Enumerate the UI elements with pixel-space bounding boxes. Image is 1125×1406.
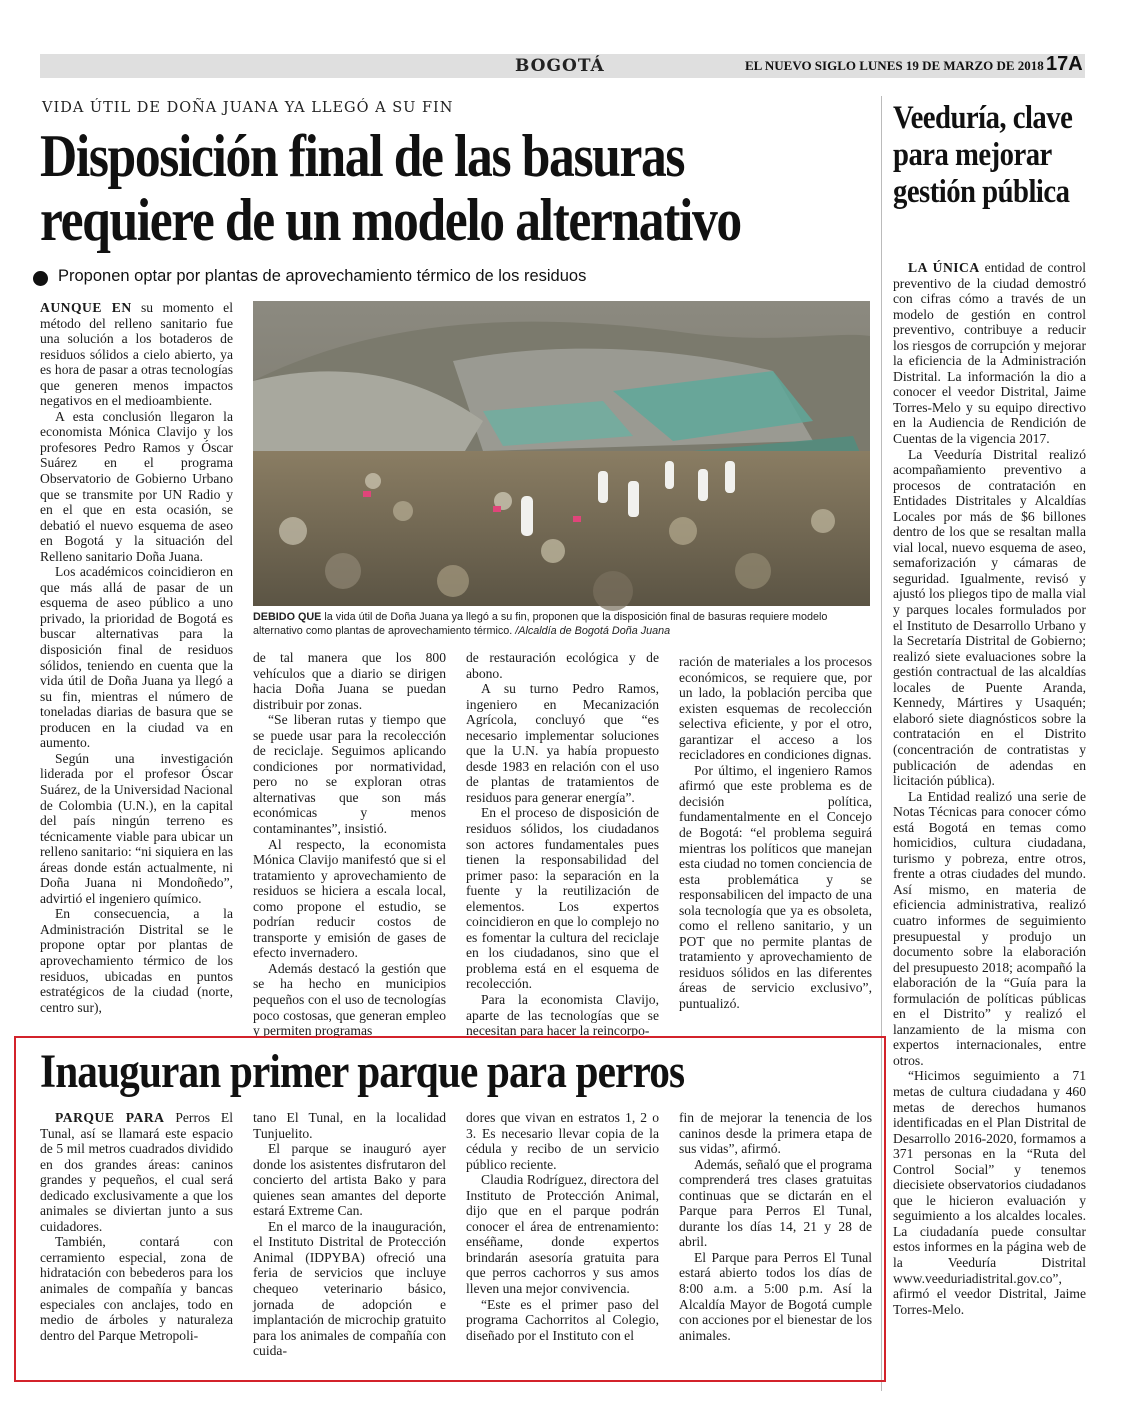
paragraph: Por último, el ingeniero Ramos afirmó que este problema es de decisión política, fundamentalmente en el Concejo de Bogotá: “el problema seguirá mientras los políticos que manejan esta ciudad no tomen conciencia de esta problemática y se responsabilicen del impacto de una sola tecnología que ya es obsoleta, como el relleno sanitario, y un POT que no permite plantas de tratamiento y aprovechamiento de residuos sólidos en las diferentes áreas de servicio exclusivo”, puntualizó. [679, 762, 872, 1012]
paragraph: En el proceso de disposición de residuos sólidos, los ciudadanos son actores fundamentales pues tienen la responsabilidad del primer paso: la separación en la fuente y la reutilización de elementos. Los expertos coincidieron en que lo complejo no es fomentar la cultura del reciclaje en los ciudadanos, sino que el problema está en el esquema de recolección. [466, 805, 659, 992]
article-column-3 [466, 650, 659, 1039]
article-kicker: VIDA ÚTIL DE DOÑA JUANA YA LLEGÓ A SU FIN [42, 100, 454, 116]
paragraph: También, contará con cerramiento especial, zona de hidratación con bebederos para los animales de compañía y bancas especiales con anclajes, todo en medio de árboles y naturaleza dentro del Parque Metropoli- [40, 1234, 233, 1343]
paragraph: “Hicimos seguimiento a 71 metas de cultura ciudadana y 460 metas de derechos humanos identificadas en el Plan Distrital de Desarrollo 2016-2020, formamos a 371 personas en la “Ruta del Control Social” y tenemos diecisiete observatorios ciudadanos que le hicieron evaluación y seguimiento a los alcaldes locales. La ciudadanía puede consultar estos informes en la página web de la Veeduría Distrital www.veeduriadistrital.gov.co”, afirmó el veedor Distrital, Jaime Torres-Melo. [893, 1068, 1086, 1317]
article-headline [40, 124, 883, 252]
paragraph: LA ÚNICA entidad de control preventivo de la ciudad demostró con cifras cómo a través de un modelo de gestión en control preventivo, contribuye a reducir los riesgos de corrupción y mejorar la eficiencia de la Administración Distrital. La información la dio a conocer el veedor Distrital, Jaime Torres-Melo y su equipo directivo en la Audiencia de Rendición de Cuentas de la vigencia 2017. [893, 260, 1086, 447]
section-name: BOGOTÁ [515, 56, 605, 76]
paragraph: Según una investigación liderada por el profesor Óscar Suárez, de la Universidad Nacional de Colombia (U.N.), en la capital del país ningún terreno es técnicamente viable para ubicar un relleno sanitario: “ni siquiera en las áreas donde están actualmente, ni Doña Juana ni Mondoñedo”, advirtió el ingeniero químico. [40, 750, 233, 906]
paragraph: Además destacó la gestión que se ha hecho en municipios pequeños con el uso de tecnologías poco costosas, que generan empleo y permiten programas [253, 960, 446, 1039]
paper-date-line: EL NUEVO SIGLO LUNES 19 DE MARZO DE 2018 [745, 58, 1044, 73]
dog-park-headline: Inauguran primer parque para perros [40, 1045, 685, 1098]
paragraph: La Entidad realizó una serie de Notas Técnicas para conocer cómo está Bogotá en temas como homicidios, cultura ciudadana, turismo y pobreza, entre otros, frente a otras ciudades del mundo. Así mismo, en materia de eficiencia administrativa, realizó cuatro informes de seguimiento presupuestal y produjo un documento sobre la elaboración del presupuesto 2018; acompañó la elaboración de la “Guía para la formulación de políticas públicas en el Distrito” y realizó el lanzamiento de la misma con expertos internacionales, entre otros. [893, 788, 1086, 1068]
photo-credit: /Alcaldía de Bogotá Doña Juana [515, 625, 671, 637]
paragraph: A esta conclusión llegaron la economista Mónica Clavijo y los profesores Pedro Ramos y Óscar Suárez en el programa Observatorio de Gobierno Urbano que se transmite por UN Radio y en el que en esta ocasión, se debatió el nuevo esquema de aseo en Bogotá y la situación del Relleno sanitario Doña Juana. [40, 408, 233, 564]
paragraph: “Se liberan rutas y tiempo que se puede usar para la recolección de reciclaje. Seguimos aplicando condiciones por normatividad, pero no se exploran otras alternativas que son más económicas y menos contaminantes”, insistió. [253, 712, 446, 837]
article-subhead: Proponen optar por plantas de aprovechamiento térmico de los residuos [58, 267, 587, 285]
dog-park-column-4 [679, 1110, 872, 1375]
paragraph: dores que vivan en estratos 1, 2 o 3. Es necesario llevar copia de la cédula y recibo de un servicio público reciente. [466, 1110, 659, 1172]
dog-park-column-3 [466, 1110, 659, 1375]
paragraph: A su turno Pedro Ramos, ingeniero en Mecanización Agrícola, concluyó que “es necesario implementar soluciones que la U.N. ya había propuesto desde 1983 en relación con el uso de plantas de tratamientos de residuos para generar energía”. [466, 681, 659, 805]
paragraph: fin de mejorar la tenencia de los caninos desde la primera etapa de sus vidas”, afirmó. [679, 1110, 872, 1157]
sidebar-headline: Veeduría, clave para mejorar gestión pública [893, 100, 1073, 210]
paragraph: “Este es el primer paso del programa Cachorritos al Colegio, diseñado por el Instituto con el [466, 1296, 659, 1343]
paragraph: tano El Tunal, en la localidad Tunjuelito. [253, 1110, 446, 1141]
sidebar-body [893, 260, 1086, 1390]
page-number: 17A [1046, 53, 1083, 75]
lead-in: AUNQUE EN [40, 300, 132, 315]
paragraph: Al respecto, la economista Mónica Clavijo manifestó que si el tratamiento y aprovechamiento de residuos se hiciera a escala local, como propone el estudio, se podrían reducir costos de transporte y emisión de gases de efecto invernadero. [253, 836, 446, 961]
lead-in: PARQUE PARA [55, 1110, 165, 1125]
article-column-2 [253, 650, 446, 1039]
landfill-photo [253, 301, 870, 606]
paragraph: ración de materiales a los procesos económicos, se requiere que, por un lado, la población perciba que existen esquemas de recolección selectiva eficiente, y por el otro, garantizar el acceso a los recicladores en condiciones dignas. [679, 654, 872, 763]
article-column-4 [679, 654, 872, 1030]
paragraph: En el marco de la inauguración, el Instituto Distrital de Protección Animal (IDPYBA) ofreció una feria de servicios que incluye chequeo veterinario básico, jornada de adopción e implantación de microchip gratuito para los animales de compañía con cuida- [253, 1218, 446, 1359]
photo-caption: DEBIDO QUE la vida útil de Doña Juana ya llegó a su fin, proponen que la disposición final de basuras requiere modelo alternativo como plantas de aprovechamiento térmico. /Alcaldía de Bogotá Doña Juana [253, 611, 828, 637]
headline-line-2: requiere de un modelo alternativo [40, 187, 741, 253]
paragraph: En consecuencia, a la Administración Distrital se le propone optar por plantas de aprovechamiento térmico de los residuos, ubicadas en puntos estratégicos de la ciudad (norte, centro sur), [40, 906, 233, 1015]
landfill-photo-image [253, 301, 870, 606]
paragraph: de tal manera que los 800 vehículos que a diario se dirigen hacia Doña Juana se puedan distribuir por zonas. [253, 650, 446, 712]
paragraph: La Veeduría Distrital realizó acompañamiento preventivo a procesos de contratación en Entidades Distritales y Alcaldías Locales por más de $6 billones dentro de los que se resaltan malla vial local, nuevo esquema de aseo, semaforización y cámaras de seguridad. Igualmente, revisó y ajustó los pliegos tipo de malla vial y parques locales formulados por el Instituto de Desarrollo Urbano y la Secretaría Distrital de Gobierno; realizó siete evaluaciones sobre la gestión contractual de las alcaldías locales de Puente Aranda, Kennedy, Mártires y Usaquén; elaboró siete diagnósticos sobre la contratación en el Distrito (concentración de contratistas y publicación de adendas en licitación pública). [893, 446, 1086, 789]
bullet-icon [33, 271, 48, 286]
paragraph: AUNQUE EN su momento el método del relleno sanitario fue una solución a los botaderos de residuos sólidos a cielo abierto, ya es hora de pasar a otras tecnologías que generen menos impactos negativos en el medioambiente. [40, 300, 233, 409]
paragraph: Claudia Rodríguez, directora del Instituto de Protección Animal, dijo que en el parque podrán conocer el área de entrenamiento: enséñame, donde expertos brindarán asesoría gratuita para que perros cachorros y sus amos lleven una mejor convivencia. [466, 1172, 659, 1297]
headline-line-1: Disposición final de las basuras [40, 123, 685, 189]
dog-park-column-1 [40, 1110, 233, 1375]
dog-park-column-2 [253, 1110, 446, 1375]
paragraph: Para la economista Clavijo, aparte de las tecnologías que se necesitan para hacer la reincorpo- [466, 992, 659, 1039]
paragraph: Los académicos coincidieron en que más allá de pasar de un esquema de aseo público a uno privado, la prioridad de Bogotá es buscar alternativas para la disposición final de residuos sólidos, teniendo en cuenta que la vida útil de Doña Juana ya llegó a su fin, mientras el número de toneladas diarias de basura que se producen en la ciudad va en aumento. [40, 564, 233, 751]
caption-lead-in: DEBIDO QUE [253, 611, 322, 623]
paragraph: El parque se inauguró ayer donde los asistentes disfrutaron del concierto del artista Bako y para quienes sean amantes del deporte estará Extreme Can. [253, 1141, 446, 1219]
paragraph: PARQUE PARA Perros El Tunal, así se llamará este espacio de 5 mil metros cuadrados dividido en dos grandes áreas: caninos grandes y pequeños, el cual será dedicado exclusivamente a que los animales se diviertan junto a sus cuidadores. [40, 1110, 233, 1234]
paragraph: Además, señaló que el programa comprenderá tres clases gratuitas continuas que se dictarán en el Parque para Perros El Tunal, durante los días 14, 21 y 28 de abril. [679, 1156, 872, 1250]
paragraph: de restauración ecológica y de abono. [466, 650, 659, 681]
lead-in: LA ÚNICA [908, 260, 980, 275]
paragraph: El Parque para Perros El Tunal estará abierto todos los días de 8:00 a.m. a 5:00 p.m. Así la Alcaldía Mayor de Bogotá cumple con acciones por el bienestar de los animales. [679, 1249, 872, 1343]
article-column-1 [40, 300, 233, 1030]
